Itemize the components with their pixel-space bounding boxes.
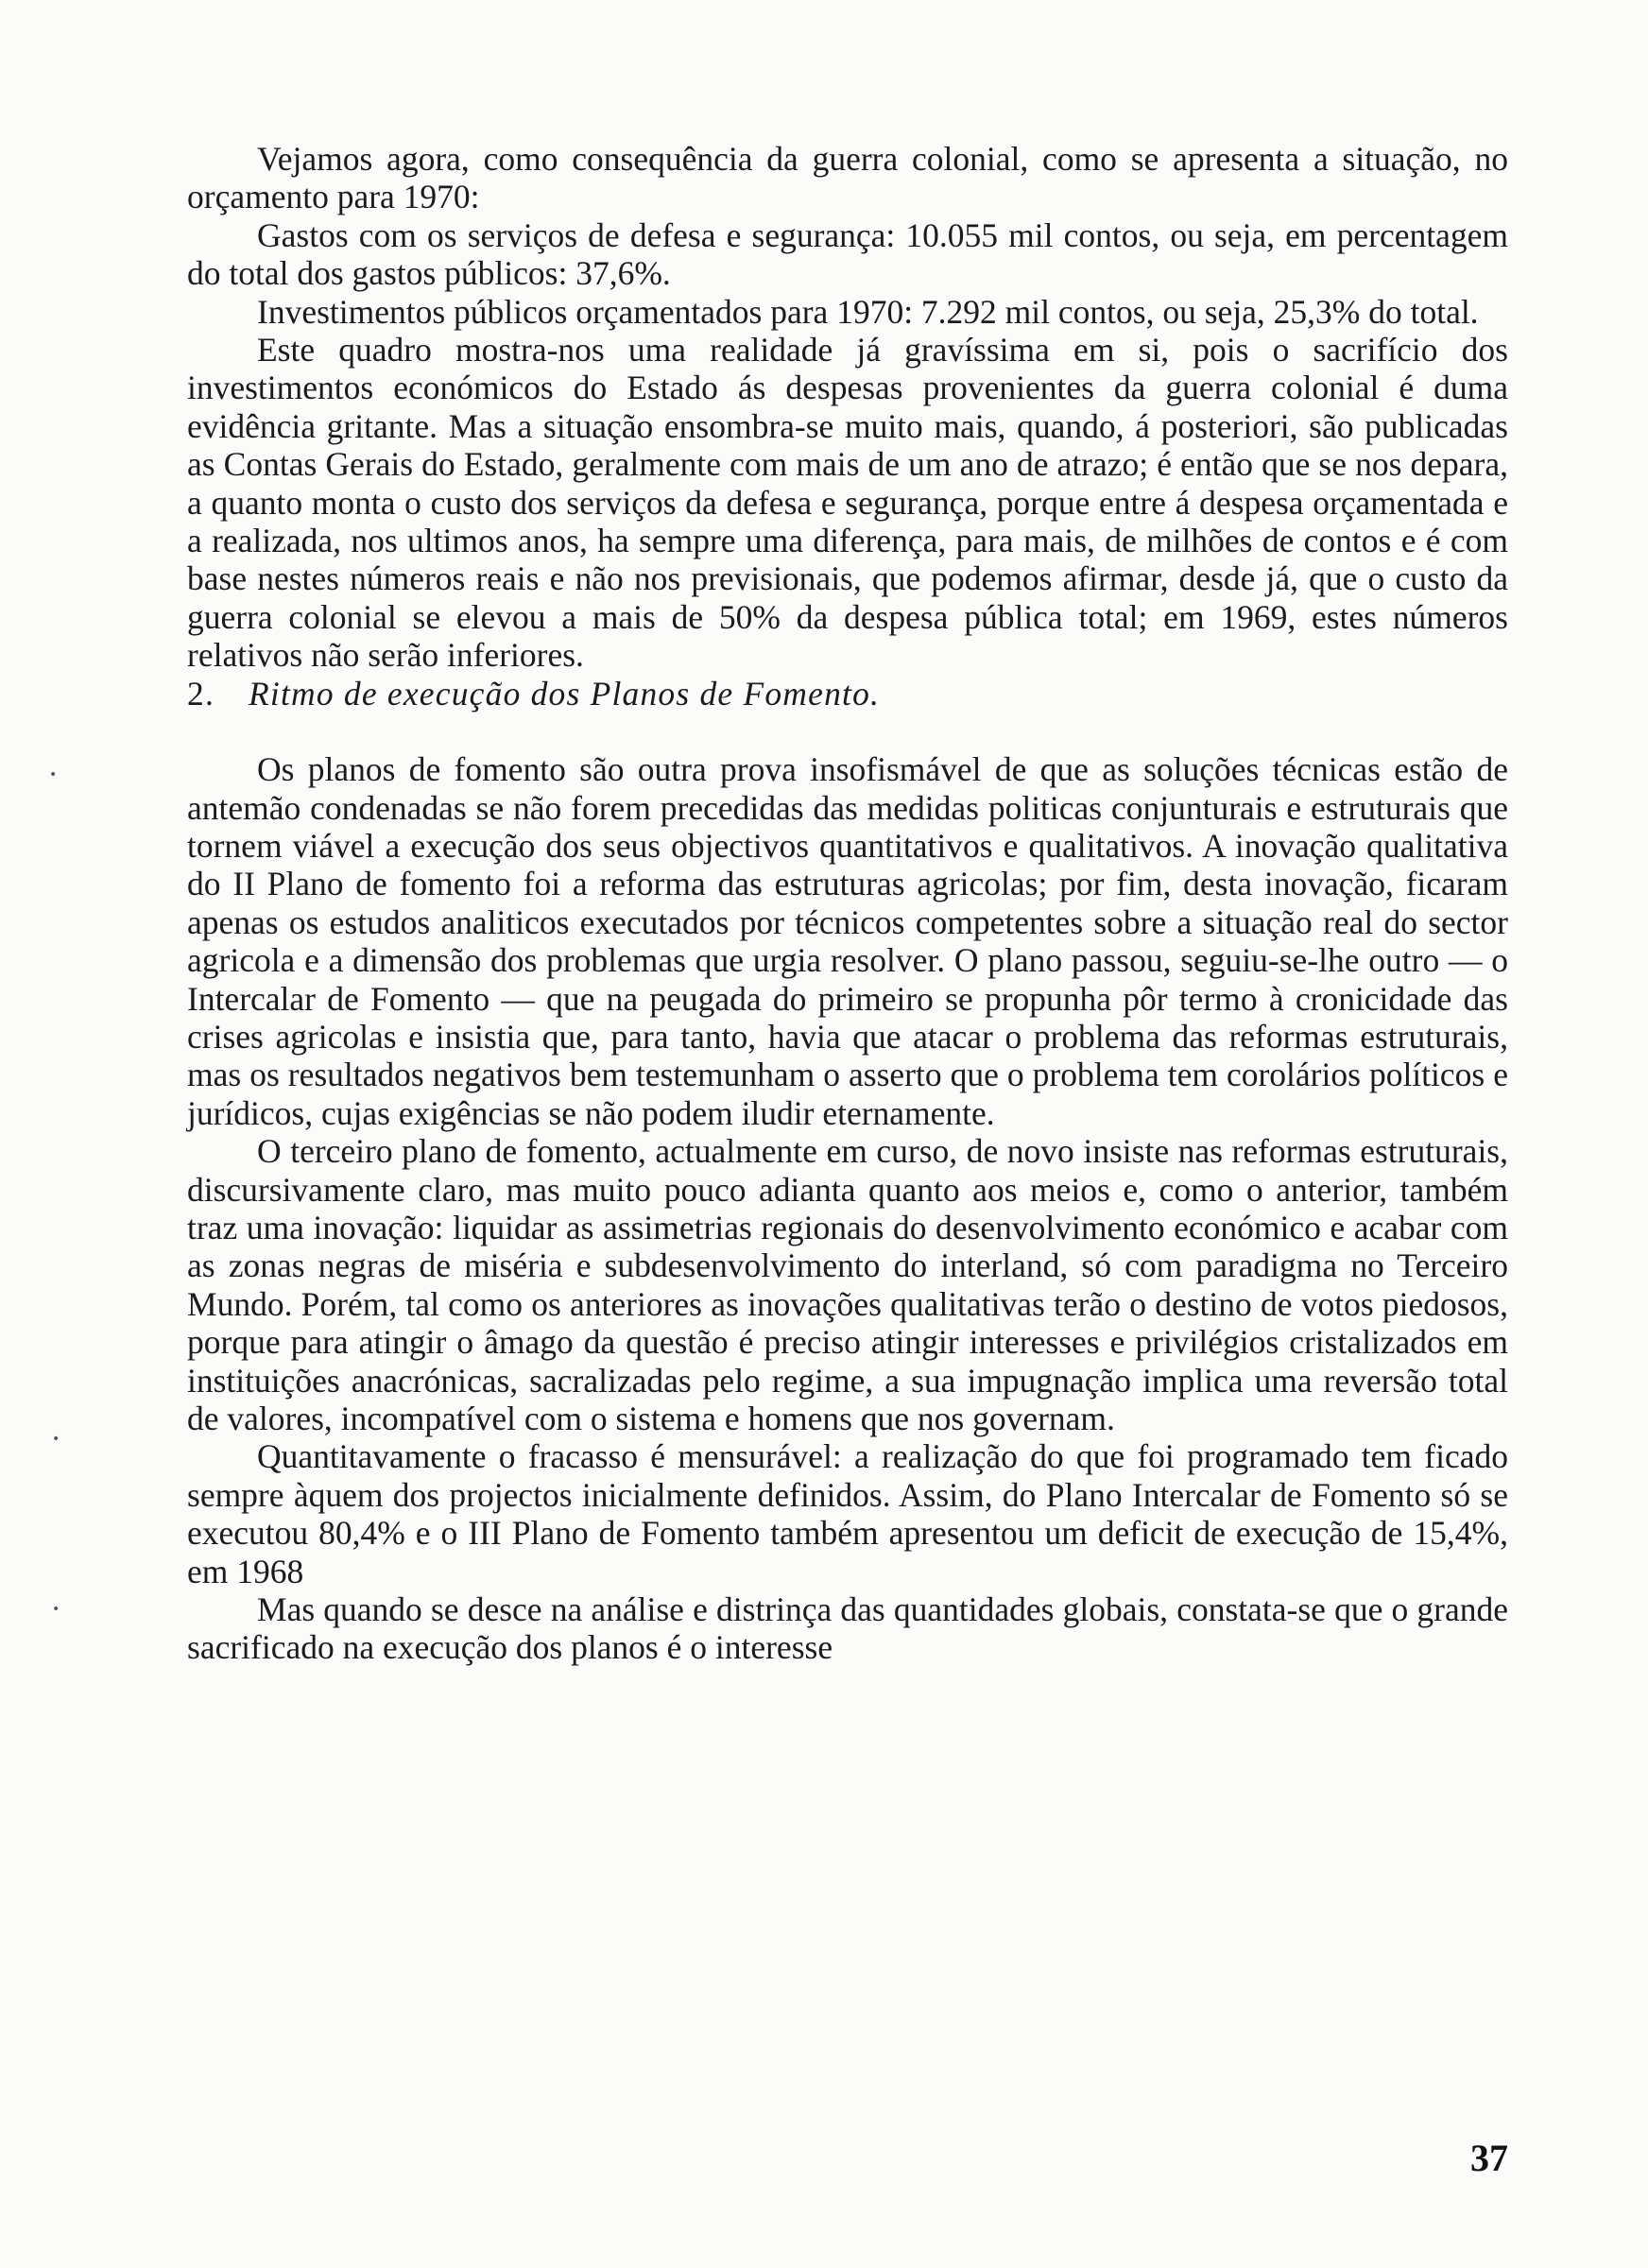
section-title: Ritmo de execução dos Planos de Fomento. — [249, 674, 881, 713]
paragraph: Investimentos públicos orçamentados para 1970: 7.292 mil contos, ou seja, 25,3% do total. — [257, 292, 1479, 331]
paragraph: O terceiro plano de fomento, actualmente em curso, de novo insiste nas reformas estruturais, discursivamente claro, mas muito pouco adianta quanto aos meios e, como o anterior, também traz uma inovação: liquidar as assimetrias regionais do desenvolvimento económico e acabar com as zonas negras de miséria e subdesenvolvimento do interland, só com paradigma no Terceiro Mundo. Porém, tal como os anteriores as inovações qualitativas terão o destino de votos piedosos, porque para atingir o âmago da questão é preciso atingir interesses e privilégios cristalizados em instituições anacrónicas, sacralizadas pelo regime, a sua impugnação implica uma reversão total de valores, incompatível com o sistema e homens que nos governam. — [187, 1132, 1508, 1437]
paragraph: Vejamos agora, como consequência da guerra colonial, como se apresenta a situação, no orçamento para 1970: — [187, 140, 1508, 216]
margin-speck-icon: • — [52, 1432, 60, 1447]
margin-speck-icon: • — [49, 767, 58, 782]
section-heading — [187, 675, 1508, 713]
margin-speck-icon: • — [52, 1602, 60, 1617]
page-number: 37 — [1470, 2137, 1508, 2179]
paragraph: Gastos com os serviços de defesa e segurança: 10.055 mil contos, ou seja, em percentagem do total dos gastos públicos: 37,6%. — [187, 215, 1508, 293]
paragraph: Os planos de fomento são outra prova insofismável de que as soluções técnicas estão de antemão condenadas se não forem precedidas das medidas politicas conjunturais e estruturais que tornem viável a execução dos seus objectivos quantitativos e qualitativos. A inovação qualitativa do II Plano de fomento foi a reforma das estruturas agricolas; por fim, desta inovação, ficaram apenas os estudos analiticos executados por técnicos competentes sobre a situação real do sector agricola e a dimensão dos problemas que urgia resolver. O plano passou, seguiu-se-lhe outro — o Intercalar de Fomento — que na peugada do primeiro se propunha pôr termo à cronicidade das crises agricolas e insistia que, para tanto, havia que atacar o problema das reformas estruturais, mas os resultados negativos bem testemunham o asserto que o problema tem corolários políticos e jurídicos, cujas exigências se não podem iludir eternamente. — [187, 750, 1508, 1132]
document-page — [187, 140, 1508, 1667]
paragraph: Este quadro mostra-nos uma realidade já gravíssima em si, pois o sacrifício dos investimentos económicos do Estado ás despesas provenientes da guerra colonial é duma evidência gritante. Mas a situação ensombra-se muito mais, quando, á posteriori, são publicadas as Contas Gerais do Estado, geralmente com mais de um ano de atrazo; é então que se nos depara, a quanto monta o custo dos serviços da defesa e segurança, porque entre á despesa orçamentada e a realizada, nos ultimos anos, ha sempre uma diferença, para mais, de milhões de contos e é com base nestes números reais e não nos previsionais, que podemos afirmar, desde já, que o custo da guerra colonial se elevou a mais de 50% da despesa pública total; em 1969, estes números relativos não serão inferiores. — [187, 331, 1508, 675]
paragraph: Quantitavamente o fracasso é mensurável: a realização do que foi programado tem ficado sempre àquem dos projectos inicialmente definidos. Assim, do Plano Intercalar de Fomento só se executou 80,4% e o III Plano de Fomento também apresentou um deficit de execução de 15,4%, em 1968 — [187, 1437, 1508, 1590]
paragraph: Mas quando se desce na análise e distrinça das quantidades globais, constata-se que o grande sacrificado na execução dos planos é o interesse — [187, 1590, 1508, 1667]
section-number: 2. — [187, 674, 215, 713]
